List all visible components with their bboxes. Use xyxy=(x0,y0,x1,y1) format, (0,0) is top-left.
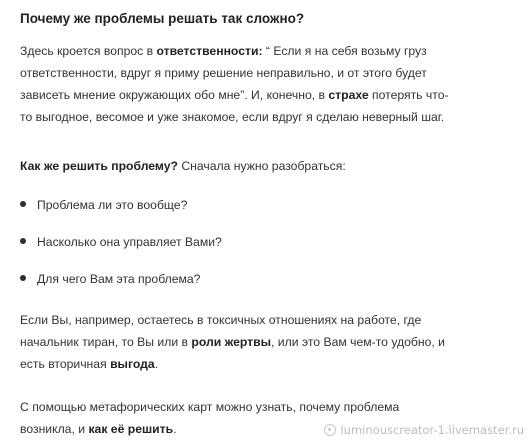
paragraph-line xyxy=(20,155,346,177)
bold-term-fear: страхе xyxy=(328,88,369,102)
question-list xyxy=(20,196,222,307)
paragraph-line xyxy=(20,353,445,375)
text-fragment: , или это Вам чем-то удобно, и xyxy=(271,335,445,349)
livemaster-logo-icon xyxy=(324,424,336,436)
bold-term-how-to-solve: как её решить xyxy=(88,422,174,436)
text-fragment: “ Если я на себя возьму груз xyxy=(262,44,427,58)
text-fragment: . xyxy=(173,422,177,436)
text-fragment: Сначала нужно разобраться: xyxy=(177,159,346,173)
paragraph-line xyxy=(20,84,449,106)
paragraph-line: то выгодное, весомое и уже знакомое, если вдруг я сделаю неверный шаг. xyxy=(20,110,445,124)
paragraph-line xyxy=(20,331,445,353)
bold-question: Как же решить проблему? xyxy=(20,159,178,173)
bold-term-responsibility: ответственности: xyxy=(156,44,263,58)
paragraph-line: ответственности, вдруг я приму решение неправильно, и от этого будет xyxy=(20,66,427,80)
watermark-text: luminouscreator-1.livemaster.ru xyxy=(340,423,524,437)
bullet-dot-icon xyxy=(20,275,26,281)
bullet-dot-icon xyxy=(20,238,26,244)
site-watermark xyxy=(324,423,524,437)
paragraph-example xyxy=(20,309,445,375)
article-heading: Почему же проблемы решать так сложно? xyxy=(20,11,305,26)
list-item-text: Насколько она управляет Вами? xyxy=(37,235,222,249)
list-item xyxy=(20,233,222,270)
list-item xyxy=(20,196,222,233)
bullet-dot-icon xyxy=(20,201,26,207)
paragraph-line: Если Вы, например, остаетесь в токсичных отношениях на работе, где xyxy=(20,313,422,327)
text-fragment: . xyxy=(154,357,159,371)
text-fragment: возникла, и xyxy=(20,422,89,436)
paragraph-line xyxy=(20,40,449,62)
text-fragment: Здесь кроется вопрос в xyxy=(20,44,157,58)
paragraph-how-to-solve xyxy=(20,155,346,177)
bold-term-benefit: выгода xyxy=(110,357,155,371)
paragraph-responsibility xyxy=(20,40,449,128)
list-item-text: Проблема ли это вообще? xyxy=(37,198,188,212)
text-fragment: есть вторичная xyxy=(20,357,111,371)
list-item-text: Для чего Вам эта проблема? xyxy=(37,272,201,286)
bold-term-victim-role: роли жертвы xyxy=(191,335,272,349)
paragraph-line: С помощью метафорических карт можно узнать, почему проблема xyxy=(20,400,400,414)
list-item xyxy=(20,270,222,307)
text-fragment: зависеть мнение окружающих обо мне”. И, конечно, в xyxy=(20,88,329,102)
text-fragment: начальник тиран, то Вы или в xyxy=(20,335,192,349)
text-fragment: потерять что- xyxy=(368,88,449,102)
